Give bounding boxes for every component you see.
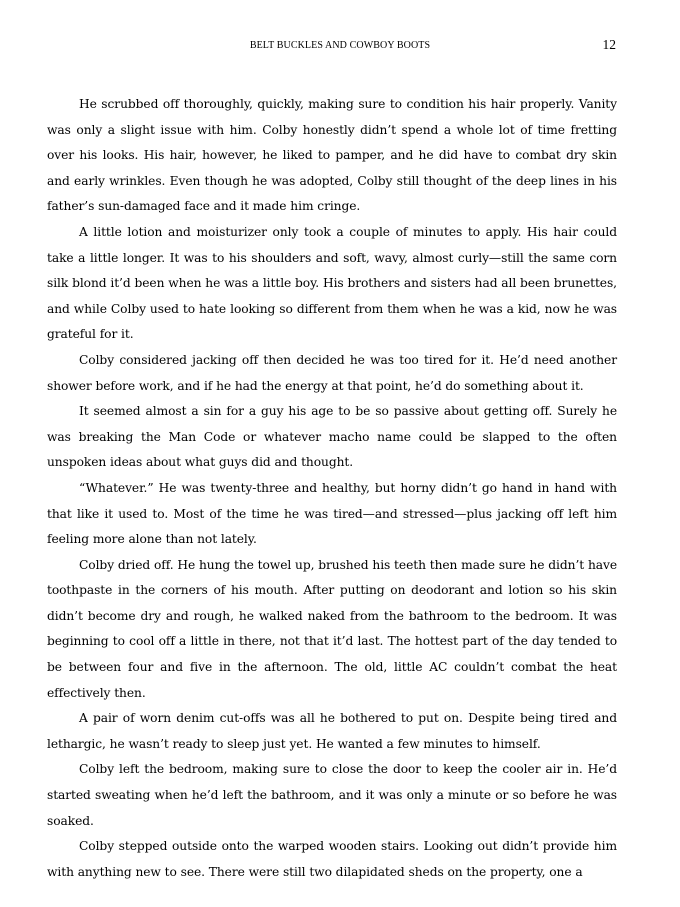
running-title: BELT BUCKLES AND COWBOY BOOTS [249,40,431,51]
paragraph: A pair of worn denim cut-offs was all he bothered to put on. Despite being tired and lethargic, he wasn’t ready to sleep just yet. He wanted a few minutes to himself. [47,711,617,751]
paragraph: Colby stepped outside onto the warped wooden stairs. Looking out didn’t provide him with anything new to see. There were still two dilapidated sheds on the property, one a [47,839,617,879]
paragraph: “Whatever.” He was twenty-three and healthy, but horny didn’t go hand in hand with that like it used to. Most of the time he was tired—and stressed—plus jacking off left him feeling more alone than not lately. [47,480,617,547]
paragraph: He scrubbed off thoroughly, quickly, making sure to condition his hair properly. Vanity was only a slight issue with him. Colby honestly didn’t spend a whole lot of time fretting over his looks. His hair, however, he liked to pamper, and he did have to combat dry skin and early wrinkles. Even though he was adopted, Colby still thought of the deep lines in his father’s sun-damaged face and it made him cringe. [47,97,617,214]
page-header [0,37,680,57]
paragraph: It seemed almost a sin for a guy his age to be so passive about getting off. Surely he was breaking the Man Code or whatever macho name could be slapped to the often unspoken ideas about what guys did and thought. [47,404,617,470]
paragraph: Colby left the bedroom, making sure to close the door to keep the cooler air in. He’d started sweating when he’d left the bathroom, and it was only a minute or so before he was soaked. [47,762,617,828]
paragraph: Colby considered jacking off then decided he was too tired for it. He’d need another shower before work, and if he had the energy at that point, he’d do something about it. [47,352,617,393]
paragraph: A little lotion and moisturizer only took a couple of minutes to apply. His hair could take a little longer. It was to his shoulders and soft, wavy, almost curly—still the same corn silk blond it’d been when he was a little boy. His brothers and sisters had all been brunettes, and while Colby used to hate looking so different from them when he was a kid, now he was grateful for it. [47,224,617,342]
paragraph: Colby dried off. He hung the towel up, brushed his teeth then made sure he didn’t have toothpaste in the corners of his mouth. After putting on deodorant and lotion so his skin didn’t become dry and rough, he walked naked from the bathroom to the bedroom. It was beginning to cool off a little in there, not that it’d last. The hottest part of the day tended to be between four and five in the afternoon. The old, little AC couldn’t combat the heat effectively then. [47,557,617,700]
page-number: 12 [602,37,616,52]
body-text [47,92,617,885]
